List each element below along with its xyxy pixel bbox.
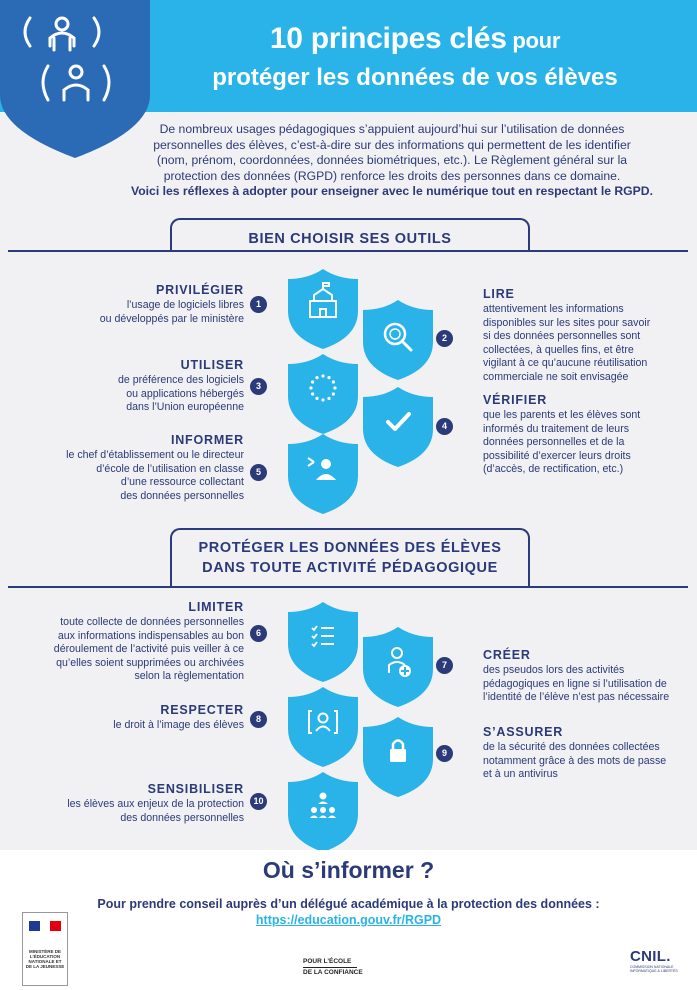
principle-number: 2 bbox=[436, 330, 453, 347]
principle-number: 4 bbox=[436, 418, 453, 435]
principle-3 bbox=[44, 358, 244, 415]
principle-7 bbox=[483, 648, 693, 705]
principle-number: 5 bbox=[250, 464, 267, 481]
intro-line: protection des données (RGPD) renforce les droits des personnes dans ce domaine. bbox=[163, 168, 621, 183]
principle-4 bbox=[483, 393, 683, 477]
principle-title: LIMITER bbox=[188, 600, 244, 614]
shield-check-icon bbox=[361, 385, 435, 469]
section-divider bbox=[8, 250, 688, 252]
section-heading-tools: BIEN CHOISIR SES OUTILS bbox=[170, 218, 530, 252]
principle-title: SENSIBILISER bbox=[147, 782, 244, 796]
principle-9 bbox=[483, 725, 693, 782]
principle-text: le chef d’établissement ou le directeur d’école de l’utilisation en classe d’une ressource collectant des données personnelles bbox=[66, 449, 244, 502]
shield-pseudo-person-icon bbox=[361, 625, 435, 709]
footer-text: Pour prendre conseil auprès d’un délégué académique à la protection des données : bbox=[97, 897, 600, 911]
principle-title: INFORMER bbox=[170, 433, 244, 447]
intro-line: (nom, prénom, coordonnées, données biométriques, etc.). Le Règlement général sur la bbox=[156, 153, 628, 167]
shield-person-info-icon bbox=[286, 432, 360, 516]
principle-number: 8 bbox=[250, 711, 267, 728]
principle-text: de la sécurité des données collectées notamment grâce à des mots de passe et à un antivirus bbox=[483, 741, 667, 781]
page-title: 10 principes clés pour bbox=[269, 22, 561, 55]
marianne-flag-icon bbox=[29, 921, 61, 931]
principle-number: 3 bbox=[250, 378, 267, 395]
cnil-subtitle: COMMISSION NATIONALE INFORMATIQUE & LIBERTÉS bbox=[630, 965, 678, 973]
section-heading-line: DANS TOUTE ACTIVITÉ PÉDAGOGIQUE bbox=[202, 560, 498, 576]
ministry-name: MINISTÈRE DE L’ÉDUCATION NATIONALE ET DE LA JEUNESSE bbox=[25, 949, 65, 969]
principle-number: 6 bbox=[250, 625, 267, 642]
footer-title: Où s’informer ? bbox=[262, 857, 435, 883]
intro-line-bold: Voici les réflexes à adopter pour enseigner avec le numérique tout en respectant le RGPD. bbox=[131, 184, 653, 198]
principle-title: LIRE bbox=[483, 287, 515, 301]
principle-text: le droit à l’image des élèves bbox=[113, 719, 244, 731]
principle-number: 9 bbox=[436, 745, 453, 762]
section-heading-protect bbox=[170, 528, 530, 588]
section-heading-line: PROTÉGER LES DONNÉES DES ÉLÈVES bbox=[198, 540, 502, 556]
principle-text: l’usage de logiciels libres ou développés par le ministère bbox=[99, 299, 244, 325]
principle-number: 10 bbox=[250, 793, 267, 810]
intro-text bbox=[112, 122, 672, 200]
principle-text: des pseudos lors des activités pédagogiques en ligne si l’utilisation de l’identité de l’élève n’est pas nécessaire bbox=[483, 664, 670, 704]
principle-5 bbox=[44, 433, 244, 503]
principle-number: 7 bbox=[436, 657, 453, 674]
principle-8 bbox=[14, 703, 244, 733]
ecole-confiance-logo bbox=[303, 958, 403, 977]
shield-portrait-frame-icon bbox=[286, 685, 360, 769]
intro-line: personnelles des élèves, c’est-à-dire sur des informations qui permettent de les identifier bbox=[153, 137, 631, 152]
ecole-line: POUR L’ÉCOLE bbox=[303, 958, 352, 965]
shield-checklist-icon bbox=[286, 600, 360, 684]
checklist-icon bbox=[312, 626, 334, 646]
shield-school-icon bbox=[286, 267, 360, 351]
intro-line: De nombreux usages pédagogiques s’appuient aujourd’hui sur l’utilisation de données bbox=[159, 122, 625, 136]
principle-text: de préférence des logiciels ou applications hébergés dans l’Union européenne bbox=[117, 374, 244, 414]
cnil-logo bbox=[630, 948, 686, 973]
principle-2 bbox=[483, 287, 683, 385]
principle-title: VÉRIFIER bbox=[483, 393, 548, 407]
section-divider bbox=[8, 586, 688, 588]
principle-title: PRIVILÉGIER bbox=[156, 283, 244, 297]
principle-title: S’ASSURER bbox=[483, 725, 564, 739]
principle-title: RESPECTER bbox=[160, 703, 244, 717]
principle-10 bbox=[14, 782, 244, 825]
principle-1 bbox=[44, 283, 244, 326]
shield-eu-stars-icon bbox=[286, 352, 360, 436]
principle-text: attentivement les informations disponibles sur les sites pour savoir si des données personnelles sont collectées, à quelles fins, et être vigilant à ce qu’aucune réutilisation commerciale ne soit envisagée bbox=[483, 303, 651, 383]
principle-title: UTILISER bbox=[180, 358, 244, 372]
shield-magnifier-icon bbox=[361, 298, 435, 382]
ministry-logo bbox=[22, 912, 68, 986]
rgpd-link[interactable]: https://education.gouv.fr/RGPD bbox=[255, 913, 442, 927]
ecole-line: DE LA CONFIANCE bbox=[303, 969, 363, 976]
principle-number: 1 bbox=[250, 296, 267, 313]
shield-padlock-icon bbox=[361, 715, 435, 799]
principle-text: toute collecte de données personnelles aux informations indispensables au bon déroulement de l’activité puis veiller à ce qu’elles soient supprimées ou archivées selon la règlementation bbox=[53, 616, 244, 683]
cnil-wordmark: CNIL. bbox=[630, 948, 671, 965]
shield-group-icon bbox=[286, 770, 360, 854]
principle-text: les élèves aux enjeux de la protection des données personnelles bbox=[67, 798, 244, 824]
principle-6 bbox=[14, 600, 244, 684]
principle-text: que les parents et les élèves sont informés du traitement de leurs données personnelles et de la possibilité d’exercer leurs droits (d’accès, de rectification, etc.) bbox=[483, 409, 641, 476]
principle-title: CRÉER bbox=[483, 648, 531, 662]
page-subtitle: protéger les données de vos élèves bbox=[212, 64, 618, 91]
